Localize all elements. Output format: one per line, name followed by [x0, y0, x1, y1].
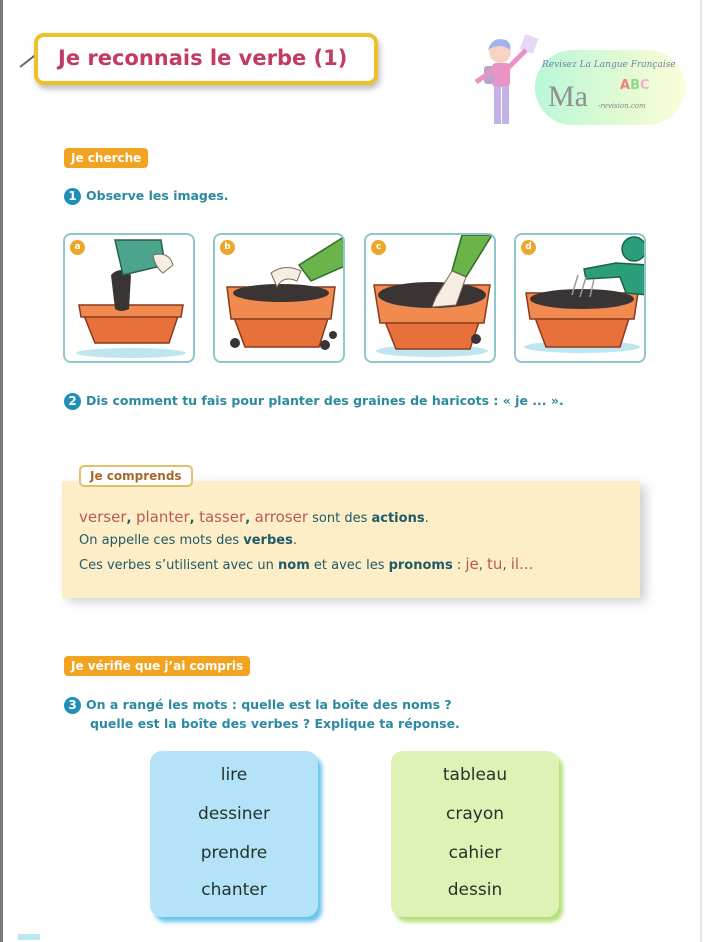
image-label-b: b [220, 240, 235, 255]
mascot-boy-icon [470, 30, 540, 135]
image-label-a: a [70, 240, 85, 255]
question-1 [64, 188, 229, 205]
verb-tasser: tasser [199, 508, 246, 526]
logo-abc-icon: ABC [620, 78, 650, 93]
pot-pour-soil-icon [65, 235, 195, 363]
verb-arroser: arroser [254, 508, 308, 526]
word-item: lire [220, 765, 248, 785]
image-b-planting-seed [213, 233, 345, 363]
rule-line-1: verser, planter, tasser, arroser sont des actions. [79, 508, 429, 526]
pot-watering-can-icon [516, 235, 646, 363]
image-a-pouring-soil [63, 233, 195, 363]
pronoun-je: je [465, 555, 479, 573]
pot-plant-seed-icon [215, 235, 345, 363]
image-d-watering [514, 233, 646, 363]
question-2-text: Dis comment tu fais pour planter des graines de haricots : « je ... ». [86, 393, 564, 408]
title-banner [34, 33, 378, 85]
word-box-green [391, 751, 559, 917]
word-item: cahier [448, 843, 502, 863]
section-tag-je-cherche: Je cherche [64, 148, 148, 168]
image-label-c: c [371, 240, 386, 255]
rule-line-3: Ces verbes s’utilisent avec un nom et avec les pronoms : je, tu, il... [79, 555, 534, 573]
page-number-cutoff [18, 934, 40, 940]
word-item: prendre [200, 843, 268, 863]
word-item: dessin [447, 880, 503, 900]
pot-press-soil-icon [366, 235, 496, 363]
page-right-edge [700, 0, 702, 942]
question-2 [64, 393, 564, 410]
page-left-edge [0, 0, 3, 942]
image-c-pressing-soil [364, 233, 496, 363]
word-item: dessiner [198, 804, 270, 824]
number-badge-2: 2 [64, 393, 81, 410]
word-item: tableau [442, 765, 508, 785]
question-3-line-2: quelle est la boîte des verbes ? Explique ta réponse. [90, 716, 460, 731]
logo-tagline: Revisez La Langue Française [542, 60, 676, 70]
logo-brand: Ma [548, 80, 588, 113]
section-tag-je-comprends: Je comprends [79, 465, 193, 487]
word-box-blue [150, 751, 318, 917]
word-item: chanter [201, 880, 267, 900]
rule-line-2: On appelle ces mots des verbes. [79, 533, 297, 548]
verb-planter: planter [135, 508, 190, 526]
verb-verser: verser [79, 508, 127, 526]
logo-site: -revision.com [598, 102, 646, 110]
pronoun-tu: tu [487, 555, 503, 573]
page-title: Je reconnais le verbe (1) [58, 46, 348, 70]
number-badge-1: 1 [64, 188, 81, 205]
number-badge-3: 3 [64, 697, 81, 714]
question-3-line-1: On a rangé les mots : quelle est la boîte des noms ? [86, 697, 452, 712]
word-item: crayon [446, 804, 504, 824]
pronoun-il: il... [510, 555, 534, 573]
image-label-d: d [521, 240, 536, 255]
question-3 [64, 697, 452, 714]
question-1-text: Observe les images. [86, 188, 229, 203]
section-tag-je-verifie: Je vérifie que j’ai compris [64, 656, 250, 676]
watermark-logo [470, 30, 690, 135]
